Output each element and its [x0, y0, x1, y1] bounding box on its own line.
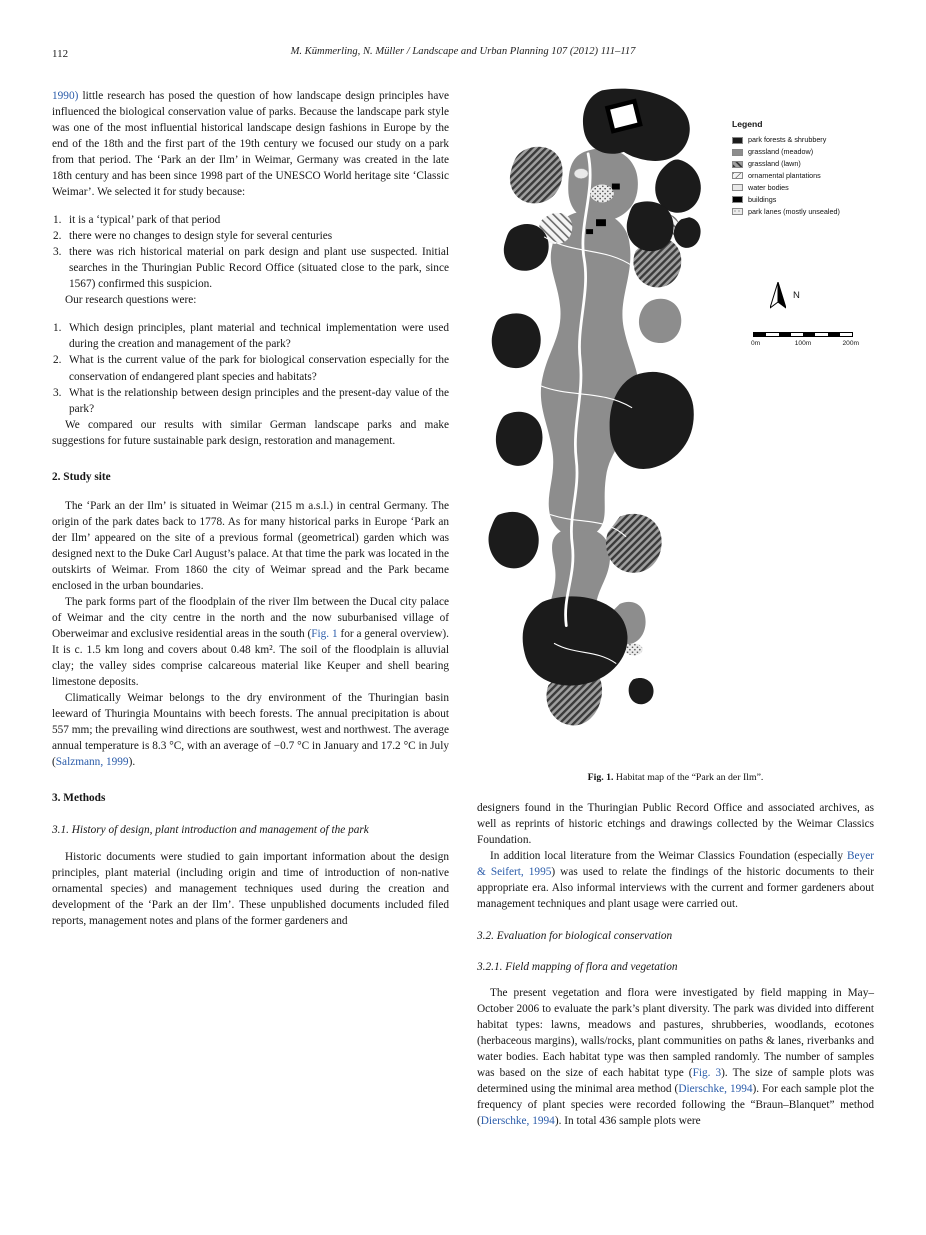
- meadow-swatch-icon: [732, 149, 743, 156]
- left-column: [52, 88, 449, 1129]
- list-item: there was rich historical material on park design and plant use suspected. Initial searches in the Thuringian Public Record Office (situated close to the park, since 1567) confirmed this suspicion.: [69, 246, 449, 291]
- study-site-paragraph-1: The ‘Park an der Ilm’ is situated in Weimar (215 m a.s.l.) in central Germany. The origin of the park dates back to 1778. As for many historical parks in Europe ‘Park an der Ilm’ appeared on the site of a previous formal (geometrical) garden which was designed next to the Duke Carl August’s palace. At that time the park was located in the outskirts of Weimar. From 1860 the city of Weimar spread and the Park became enclosed in the urban boundaries.: [52, 499, 449, 592]
- study-site-paragraph-2: [52, 594, 449, 690]
- methods-paragraph-1: Historic documents were studied to gain important information about the design principles, plant material (including origin and time of introduction of non-native ornamental species) and management techniques used during the creation and development of the ‘Park an der Ilm’. These unpublished documents included filed reports, management notes and plans of the former gardeners and: [52, 851, 449, 928]
- legend-items: [732, 136, 874, 215]
- comparison-paragraph: We compared our results with similar German landscape parks and make suggestions for future sustainable park design, restoration and management.: [52, 418, 449, 447]
- habitat-map: [485, 88, 713, 743]
- scale-segment: [766, 333, 778, 336]
- forest-swatch-icon: [732, 137, 743, 144]
- legend-item: [732, 184, 874, 192]
- figure-canvas: [477, 88, 874, 748]
- scale-segment: [828, 333, 840, 336]
- figure-caption: [477, 771, 874, 785]
- pond: [574, 169, 588, 179]
- right-column: [477, 88, 874, 1129]
- legend-title: Legend: [732, 119, 763, 129]
- research-questions-intro: Our research questions were:: [65, 294, 197, 307]
- list-item: there were no changes to design style for several centuries: [69, 230, 333, 243]
- scale-segment: [803, 333, 815, 336]
- study-site-paragraph-3: [52, 690, 449, 770]
- text-segment: In addition local literature from the Weimar Classics Foundation (especially: [490, 850, 848, 862]
- scale-segment: [791, 333, 803, 336]
- list-item: Which design principles, plant material and technical implementation were used during the creation and management of the park?: [69, 322, 449, 351]
- legend-item: [732, 172, 874, 180]
- map-legend: [732, 118, 874, 220]
- legend-label: grassland (lawn): [748, 159, 801, 169]
- palace-building: [607, 101, 640, 131]
- legend-item: [732, 160, 874, 168]
- legend-label: buildings: [748, 194, 777, 204]
- legend-item: [732, 208, 874, 216]
- lanes-swatch-icon: [732, 208, 743, 215]
- north-label: N: [793, 290, 800, 302]
- list-item: What is the current value of the park for biological conservation especially for the conservation of endangered plant species and habitats?: [69, 354, 449, 383]
- list-item: it is a ‘typical’ park of that period: [69, 214, 221, 227]
- legend-label: water bodies: [748, 182, 789, 192]
- text-segment: The park forms part of the floodplain of the river Ilm between the Ducal city palace of Weimar and the city centre in the north and the now suburbanised village of Oberweimar and exclusive residential areas in the south (: [52, 595, 449, 640]
- page-number: 112: [52, 48, 69, 60]
- scale-label-0: 0m: [751, 340, 761, 347]
- scale-label-100: 100m: [794, 340, 812, 347]
- research-questions-list: [52, 320, 449, 416]
- scale-bar: [751, 332, 859, 349]
- figure-caption-text: Habitat map of the “Park an der Ilm”.: [613, 772, 764, 783]
- citation-link[interactable]: 1990): [52, 90, 79, 102]
- legend-label: grassland (meadow): [748, 147, 814, 157]
- section-3-heading: 3. Methods: [52, 792, 106, 805]
- scale-label-200: 200m: [842, 340, 859, 347]
- figure-1: [477, 88, 874, 785]
- text-segment: The present vegetation and flora were investigated by field mapping in May–October 2006 to evaluate the park’s plant diversity. The park was divided into different habitat types: lawns, meadows and pastures, shrubberies, woodlands, ecotones (herbaceous margins), walls/rocks, plant communities on paths & lanes, riverbanks and water bodies. Each habitat type was then sampled randomly. The number of samples was based on the size of each habitat type (: [477, 987, 874, 1080]
- north-arrow-icon: [770, 282, 786, 310]
- text-segment: ).: [128, 756, 136, 769]
- north-indicator: [770, 282, 800, 310]
- citation-link[interactable]: Salzmann, 1999: [55, 756, 129, 769]
- methods-paragraph-2: [477, 848, 874, 912]
- text-segment: little research has posed the question of how landscape design principles have influenced the biological conservation value of parks. Because the landscape park style was one of the most influential historical landscape design fashions in Europe by the end of the 18th and the first part of the 19th century we focused our study on a park from that period. The ‘Park an der Ilm’ in Weimar, Germany was created in the late 18th century and has been since 1998 part of the UNESCO World heritage site ‘Classic Weimar’. We selected it for study because:: [52, 90, 449, 199]
- text-segment: ). For each sample plot the frequency of plant species were recorded following the “Braun–Blanquet” method (: [477, 1083, 874, 1128]
- page-header: [52, 46, 874, 64]
- legend-item: [732, 136, 874, 144]
- section-3-2-heading: 3.2. Evaluation for biological conservation: [477, 930, 673, 943]
- citation-link[interactable]: Fig. 3: [692, 1067, 722, 1080]
- lawn-swatch-icon: [732, 161, 743, 168]
- section-2-heading: 2. Study site: [52, 470, 111, 483]
- legend-label: park lanes (mostly unsealed): [748, 206, 840, 216]
- scale-blocks: [753, 332, 853, 337]
- citation-link[interactable]: Fig. 1: [311, 627, 338, 640]
- text-segment: ). The size of sample plots was determined using the minimal area method (: [477, 1067, 874, 1096]
- list-item: What is the relationship between design principles and the present-day value of the park?: [69, 386, 449, 415]
- text-segment: ). In total 436 sample plots were: [554, 1115, 701, 1128]
- citation-link[interactable]: Dierschke, 1994: [678, 1083, 753, 1096]
- legend-item: [732, 196, 874, 204]
- scale-segment: [840, 333, 852, 336]
- text-segment: ) was used to relate the findings of the historic documents to their appropriate era. Also informal interviews with the current and former gardeners about management techniques and plant usage were carried out.: [477, 866, 874, 911]
- legend-label: ornamental plantations: [748, 170, 821, 180]
- section-3-1-heading: 3.1. History of design, plant introduction and management of the park: [52, 824, 369, 837]
- scale-labels: [751, 339, 859, 349]
- methods-paragraph-continued: designers found in the Thuringian Public Record Office and associated archives, as well as reprints of historic etchings and drawings collected by the Weimar Classics Foundation.: [477, 801, 874, 846]
- scale-segment: [754, 333, 766, 336]
- citation-link[interactable]: Beyer & Seifert, 1995: [477, 850, 874, 879]
- scale-segment: [779, 333, 791, 336]
- selection-reasons-list: [52, 212, 449, 292]
- field-mapping-paragraph: [477, 985, 874, 1129]
- water-swatch-icon: [732, 184, 743, 191]
- text-segment: Climatically Weimar belongs to the dry environment of the Thuringian basin leeward of Thuringia Mountains with beech forests. The annual precipitation is about 557 mm; the prevailing wind directions are southwest, west and northwest. The average annual temperature is 8.3 °C, with an average of −0.7 °C in January and 17.2 °C in July (: [52, 692, 449, 769]
- ornamental-swatch-icon: [732, 172, 743, 179]
- figure-caption-label: Fig. 1.: [587, 772, 614, 783]
- citation-link[interactable]: Dierschke, 1994: [480, 1115, 555, 1128]
- building-swatch-icon: [732, 196, 743, 203]
- intro-paragraph: [52, 88, 449, 200]
- scale-segment: [815, 333, 827, 336]
- text-segment: for a general overview). It is c. 1.5 km long and covers about 0.48 km². The soil of the floodplain is alluvial clay; the valley sides comprise calcareous material like Keuper and shell bearing limestone deposits.: [52, 627, 450, 689]
- legend-item: [732, 148, 874, 156]
- legend-label: park forests & shrubbery: [748, 135, 827, 145]
- section-3-2-1-heading: 3.2.1. Field mapping of flora and vegetation: [477, 961, 678, 974]
- two-column-body: [52, 88, 874, 1129]
- running-title: M. Kümmerling, N. Müller / Landscape and Urban Planning 107 (2012) 111–117: [290, 46, 636, 57]
